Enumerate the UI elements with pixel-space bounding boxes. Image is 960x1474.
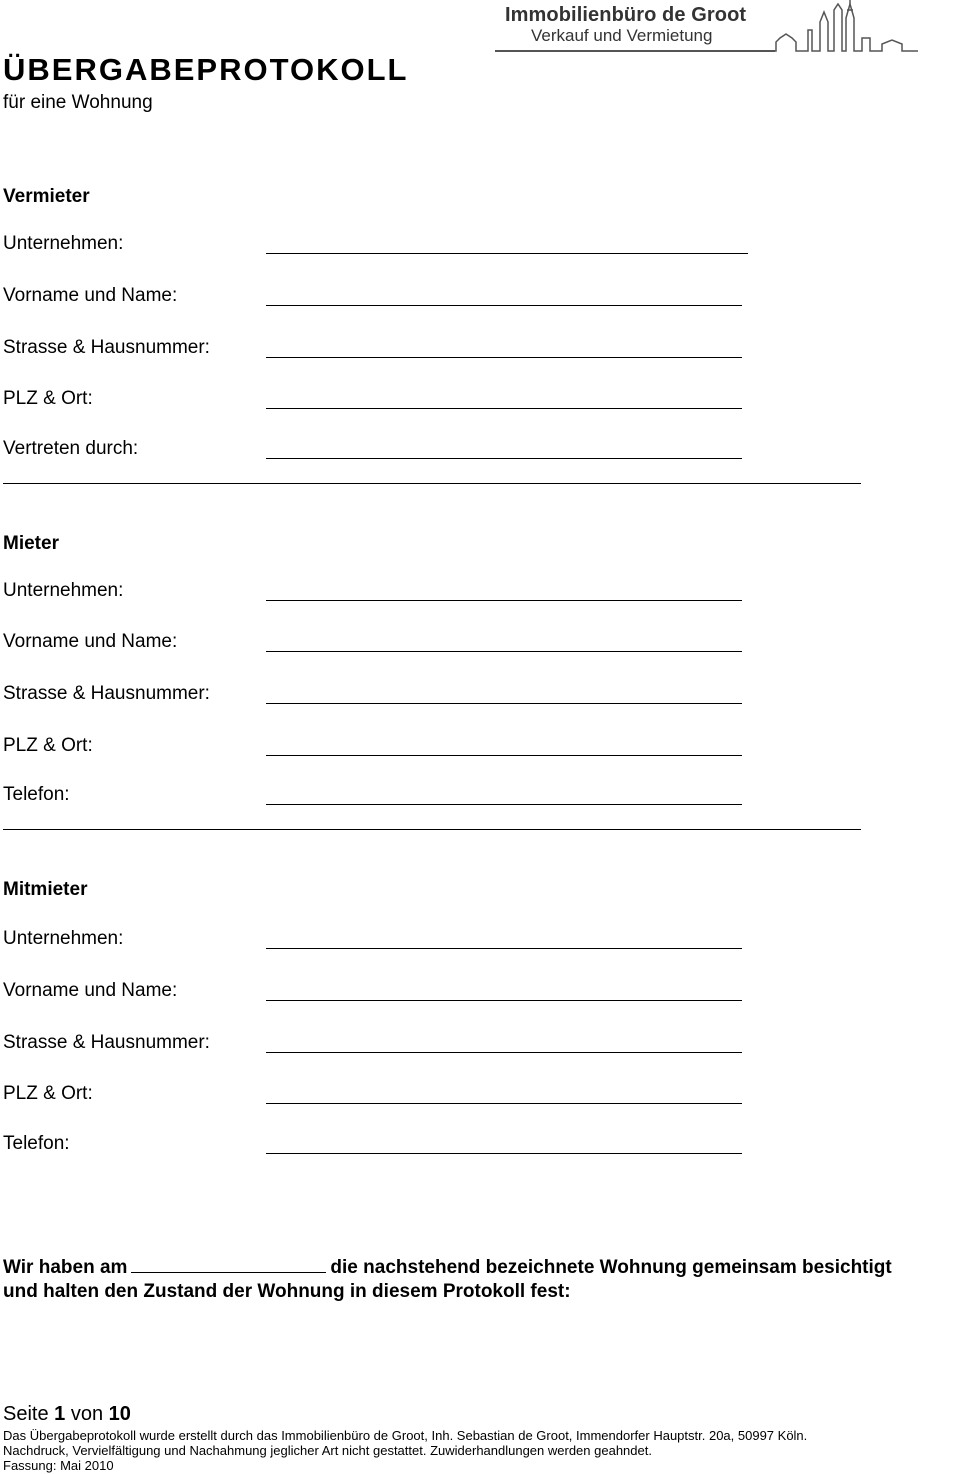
field-label: Strasse & Hausnummer: [3,1032,210,1053]
field-label: Vorname und Name: [3,631,178,652]
statement-part-2: die nachstehend bezeichnete Wohnung gemeinsam besichtigt [330,1257,892,1278]
section-divider [3,829,861,830]
field-label: Unternehmen: [3,928,124,949]
page-title: ÜBERGABEPROTOKOLL [3,52,409,87]
statement-line-2: und halten den Zustand der Wohnung in diesem Protokoll fest: [3,1281,571,1302]
field-label: Unternehmen: [3,580,124,601]
page-of: von [70,1403,104,1425]
date-fill-in-line[interactable] [131,1254,326,1273]
field-label: Vorname und Name: [3,980,178,1001]
fill-in-line[interactable] [266,357,742,358]
field-label: PLZ & Ort: [3,1083,93,1104]
field-label: Unternehmen: [3,233,124,254]
fill-in-line[interactable] [266,948,742,949]
section-heading-vermieter: Vermieter [3,186,90,207]
fill-in-line[interactable] [266,703,742,704]
fill-in-line[interactable] [266,1000,742,1001]
page-subtitle: für eine Wohnung [3,92,153,113]
field-label: Telefon: [3,784,70,805]
inspection-statement [3,1254,960,1304]
fill-in-line[interactable] [266,600,742,601]
fill-in-line[interactable] [266,1052,742,1053]
page-indicator [3,1403,131,1426]
field-label: Telefon: [3,1133,70,1154]
fill-in-line[interactable] [266,755,742,756]
logo-underline [495,50,775,52]
fill-in-line[interactable] [266,253,748,254]
field-label: Strasse & Hausnummer: [3,337,210,358]
footer-version: Fassung: Mai 2010 [3,1458,114,1473]
section-divider [3,483,861,484]
footer-line-2: Nachdruck, Vervielfältigung und Nachahmung jeglicher Art nicht gestattet. Zuwiderhandlungen werden geahndet. [3,1443,652,1458]
field-label: PLZ & Ort: [3,388,93,409]
page-total: 10 [108,1403,131,1425]
fill-in-line[interactable] [266,804,742,805]
field-label: Vorname und Name: [3,285,178,306]
page-current: 1 [54,1403,66,1425]
fill-in-line[interactable] [266,651,742,652]
footer-line-1: Das Übergabeprotokoll wurde erstellt durch das Immobilienbüro de Groot, Inh. Sebastian de Groot, Immendorfer Hauptstr. 20a, 50997 Köln. [3,1428,808,1443]
section-heading-mitmieter: Mitmieter [3,879,88,900]
skyline-logo-icon [772,0,922,56]
section-heading-mieter: Mieter [3,533,59,554]
fill-in-line[interactable] [266,305,742,306]
statement-part-1: Wir haben am [3,1257,128,1278]
field-label: PLZ & Ort: [3,735,93,756]
field-label: Vertreten durch: [3,438,139,459]
fill-in-line[interactable] [266,408,742,409]
statement-line-1 [3,1254,960,1280]
company-tagline: Verkauf und Vermietung [531,26,713,45]
page-prefix: Seite [3,1403,49,1425]
company-name: Immobilienbüro de Groot [505,4,747,26]
fill-in-line[interactable] [266,1153,742,1154]
fill-in-line[interactable] [266,1103,742,1104]
field-label: Strasse & Hausnummer: [3,683,210,704]
fill-in-line[interactable] [266,458,742,459]
